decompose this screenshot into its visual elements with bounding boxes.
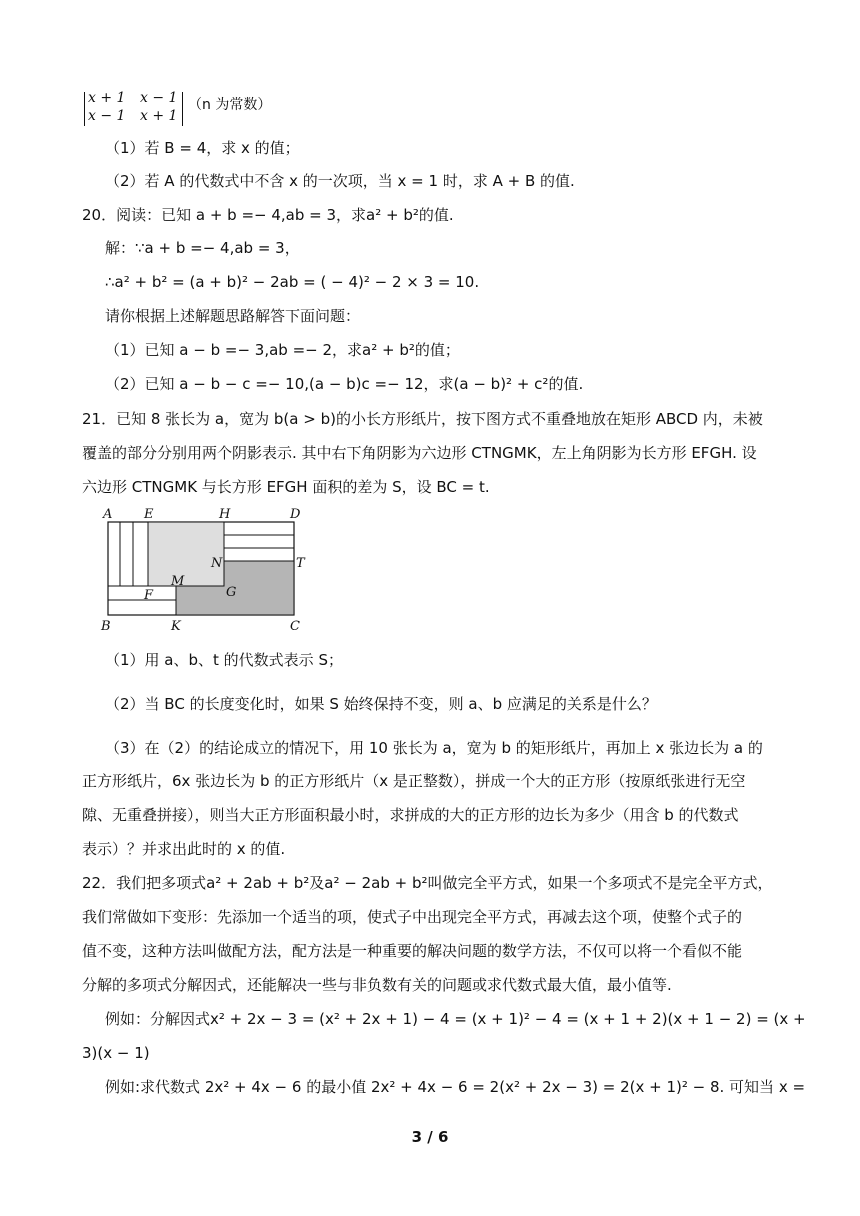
q20-part1: （1）已知 a − b =− 3,ab =− 2，求a² + b²的值； — [105, 341, 460, 359]
matrix-note: （n 为常数） — [188, 97, 272, 113]
q21-part3-line2: 正方形纸片，6x 张边长为 b 的正方形纸片（x 是正整数），拼成一个大的正方形（按原纸张进行无空 — [82, 772, 746, 790]
q22-example2-line1: 例如:求代数式 2x² + 4x − 6 的最小值 2x² + 4x − 6 = 2(x² + 2x − 3) = 2(x + 1)² − 8. 可知当 x = — [105, 1078, 806, 1096]
q19-part2: （2）若 A 的代数式中不含 x 的一次项，当 x = 1 时，求 A + B 的值. — [105, 172, 575, 190]
q21-part2: （2）当 BC 的长度变化时，如果 S 始终保持不变，则 a、b 应满足的关系是什么？ — [105, 695, 657, 713]
q22-line3: 值不变，这种方法叫做配方法，配方法是一种重要的解决问题的数学方法，不仅可以将一个看似不能 — [82, 942, 743, 960]
label-t: T — [296, 556, 305, 571]
q22-example1-line2: 3)(x − 1) — [82, 1044, 150, 1062]
q22-line2: 我们常做如下变形：先添加一个适当的项，使式子中出现完全平方式，再减去这个项，使整个式子的 — [82, 908, 743, 926]
label-e: E — [144, 507, 154, 522]
q22-line4: 分解的多项式分解因式，还能解决一些与非负数有关的问题或求代数式最大值，最小值等. — [82, 976, 672, 994]
q20-title: 20．阅读：已知 a + b =− 4,ab = 3，求a² + b²的值. — [82, 206, 454, 224]
q20-solution-line1: 解：∵a + b =− 4,ab = 3， — [105, 239, 300, 257]
matrix-r1c2: x − 1 — [140, 90, 178, 106]
matrix-r2c1: x − 1 — [88, 108, 126, 124]
matrix-r2c2: x + 1 — [140, 108, 178, 124]
label-g: G — [226, 585, 237, 600]
q21-line2: 覆盖的部分分别用两个阴影表示. 其中右下角阴影为六边形 CTNGMK，左上角阴影为长方形 EFGH. 设 — [82, 444, 757, 462]
q21-part3-line4: 表示）？并求出此时的 x 的值. — [82, 840, 286, 858]
q20-part2: （2）已知 a − b − c =− 10,(a − b)c =− 12，求(a − b)² + c²的值. — [105, 375, 584, 393]
q22-example1-line1: 例如：分解因式x² + 2x − 3 = (x² + 2x + 1) − 4 = (x + 1)² − 4 = (x + 1 + 2)(x + 1 − 2) = (x + — [105, 1010, 806, 1028]
q21-line1: 21．已知 8 张长为 a，宽为 b(a > b)的小长方形纸片，按下图方式不重叠地放在矩形 ABCD 内，未被 — [82, 410, 763, 428]
shaded-rectangle-efgh — [148, 522, 224, 586]
q21-part1: （1）用 a、b、t 的代数式表示 S； — [105, 651, 343, 669]
label-k: K — [171, 619, 181, 634]
label-b: B — [101, 619, 111, 634]
label-f: F — [144, 588, 154, 603]
q21-part3-line3: 隙、无重叠拼接），则当大正方形面积最小时，求拼成的大的正方形的边长为多少（用含 b 的代数式 — [82, 806, 739, 824]
rectangle-abcd-figure — [98, 504, 318, 634]
page-number: 3 / 6 — [411, 1128, 449, 1146]
q21-part3-line1: （3）在（2）的结论成立的情况下，用 10 张长为 a，宽为 b 的矩形纸片，再加上 x 张边长为 a 的 — [105, 739, 763, 757]
matrix-r1c1: x + 1 — [88, 90, 126, 106]
label-m: M — [171, 574, 185, 589]
label-h: H — [219, 507, 231, 522]
label-c: C — [290, 619, 300, 634]
label-n: N — [211, 556, 223, 571]
q19-part1: （1）若 B = 4，求 x 的值； — [105, 139, 300, 157]
q20-instruction: 请你根据上述解题思路解答下面问题： — [105, 307, 361, 325]
q21-line3: 六边形 CTNGMK 与长方形 EFGH 面积的差为 S，设 BC = t. — [82, 478, 490, 496]
q22-line1: 22．我们把多项式a² + 2ab + b²及a² − 2ab + b²叫做完全平方式，如果一个多项式不是完全平方式， — [82, 874, 773, 892]
label-a: A — [103, 507, 113, 522]
label-d: D — [290, 507, 301, 522]
q20-solution-line2: ∴a² + b² = (a + b)² − 2ab = ( − 4)² − 2 × 3 = 10. — [105, 273, 480, 291]
